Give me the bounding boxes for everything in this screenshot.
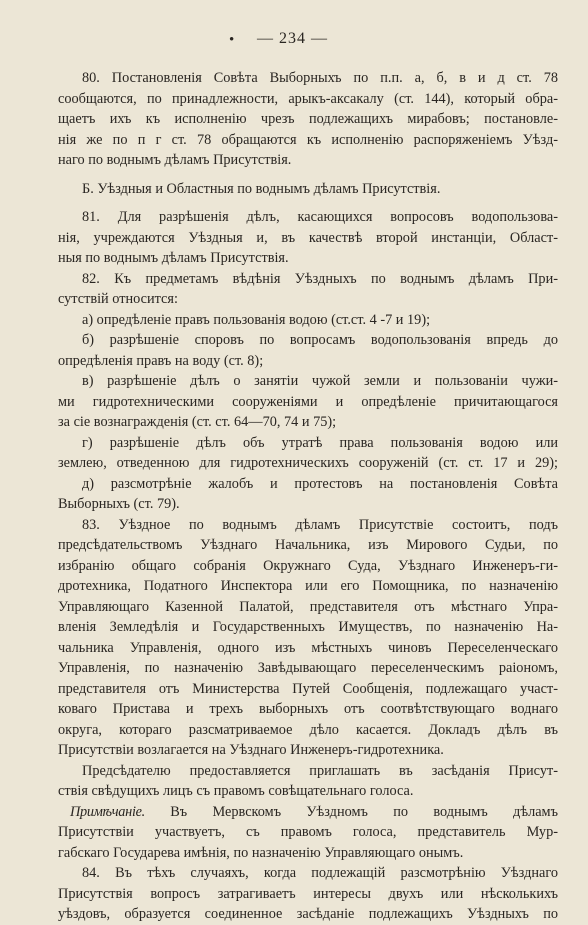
text-line: в) разрѣшеніе дѣлъ о занятіи чужой земли и пользованіи чужи- xyxy=(82,373,558,389)
text-line: округа, котораго разсматриваемое дѣло касается. Докладъ дѣлъ въ xyxy=(58,721,558,738)
text-line: нія же по п г ст. 78 обращаются къ исполненію распоряженіемъ Уѣзд- xyxy=(58,131,558,148)
text-line: 81. Для разрѣшенія дѣлъ, касающихся вопросовъ водопользова- xyxy=(82,209,558,225)
text-line: ныя по воднымъ дѣламъ Присутствія. xyxy=(58,250,289,266)
text-line: Выборныхъ (ст. 79). xyxy=(58,496,180,512)
section-heading: Б. Уѣздныя и Областныя по воднымъ дѣламъ Присутствія. xyxy=(82,180,441,197)
body-text xyxy=(58,68,558,925)
text-line: Предсѣдателю предоставляется приглашать въ засѣданія Присут- xyxy=(82,762,558,779)
text-line: сообщаются, по принадлежности, арыкъ-аксакалу (ст. 144), который обра- xyxy=(58,90,558,107)
text-line: нія, учреждаются Уѣздныя и, въ качествѣ второй инстанціи, Област- xyxy=(58,229,558,246)
text-line: дротехника, Податного Инспектора или его Помощника, по назначенію xyxy=(58,578,558,594)
text-line: а) опредѣленіе правъ пользованія водою (ст.ст. 4 -7 и 19); xyxy=(82,311,431,328)
text-line: щаетъ ихъ къ исполненію чрезъ подлежащихъ мирабовъ; постановле- xyxy=(58,111,558,127)
text-line: д) разсмотрѣніе жалобъ и протестовъ на постановленія Совѣта xyxy=(82,475,558,492)
text-line: Присутствіи участвуетъ, съ правомъ голоса, представитель Мур- xyxy=(58,824,558,840)
text-line: землею, отведенною для гидротехническихъ сооруженій (ст. ст. 17 и 29); xyxy=(58,455,558,471)
page-number: — 234 — xyxy=(257,30,328,47)
text-line: габскаго Государева имѣнія, по назначенію Управляющаго онымъ. xyxy=(58,844,464,861)
text-line: б) разрѣшеніе споровъ по вопросамъ водопользованія впредь до xyxy=(82,332,558,348)
text-line: коваго Пристава и трехъ выборныхъ отъ соотвѣтствующаго воднаго xyxy=(58,701,558,717)
text-line: вленія Земледѣлія и Государственныхъ Имуществъ, по назначенію На- xyxy=(58,619,558,635)
text-line: предсѣдательствомъ Уѣзднаго Начальника, изъ Мирового Судьи, по xyxy=(58,537,558,553)
text-line: сутствій относится: xyxy=(58,291,178,307)
text-line: Присутствія вопросъ затрагиваетъ интересы двухъ или нѣсколькихъ xyxy=(58,885,558,902)
text-line: ми гидротехническими сооруженіями и опредѣленіе причитающагося xyxy=(58,393,558,410)
page-header xyxy=(0,30,588,50)
text-line: чальника Управленія, одного изъ мѣстныхъ чиновъ Переселенческаго xyxy=(58,639,558,656)
text-line: Управляющаго Казенной Палатой, представителя отъ мѣстнаго Упра- xyxy=(58,598,558,615)
note-label: Примѣчаніе. xyxy=(70,803,145,820)
text-line: уѣздовъ, образуется соединенное засѣданіе подлежащихъ Уѣздныхъ по xyxy=(58,906,558,922)
text-line: представителя отъ Министерства Путей Сообщенія, подлежащаго участ- xyxy=(58,680,558,697)
text-line: ствія свѣдущихъ лицъ съ правомъ совѣщательнаго голоса. xyxy=(58,783,414,799)
header-dot: • xyxy=(229,32,235,48)
text-line: Управленія, по назначенію Завѣдывающаго переселенческимъ раіономъ, xyxy=(58,660,558,676)
text-line: за сіе вознагражденія (ст. ст. 64—70, 74 и 75); xyxy=(58,414,337,430)
text-line: г) разрѣшеніе дѣлъ объ утратѣ права пользованія водою или xyxy=(82,434,558,451)
text-line: опредѣленія правъ на воду (ст. 8); xyxy=(58,352,264,369)
note-line xyxy=(58,802,558,823)
text-line: 80. Постановленія Совѣта Выборныхъ по п.п. а, б, в и д ст. 78 xyxy=(82,70,558,86)
text-line: наго по воднымъ дѣламъ Присутствія. xyxy=(58,152,292,168)
text-line: Присутствіи возлагается на Уѣзднаго Инженеръ-гидротехника. xyxy=(58,742,444,758)
text-line: избранію общаго собранія Окружнаго Суда, Уѣзднаго Инженеръ-ги- xyxy=(58,557,558,574)
note-text: Въ Мервскомъ Уѣздномъ по воднымъ дѣламъ xyxy=(170,803,558,820)
text-line: 82. Къ предметамъ вѣдѣнія Уѣздныхъ по воднымъ дѣламъ При- xyxy=(82,270,558,287)
text-line: 83. Уѣздное по воднымъ дѣламъ Присутствіе состоитъ, подъ xyxy=(82,516,558,533)
text-line: 84. Въ тѣхъ случаяхъ, когда подлежащій разсмотрѣнію Уѣзднаго xyxy=(82,865,558,881)
